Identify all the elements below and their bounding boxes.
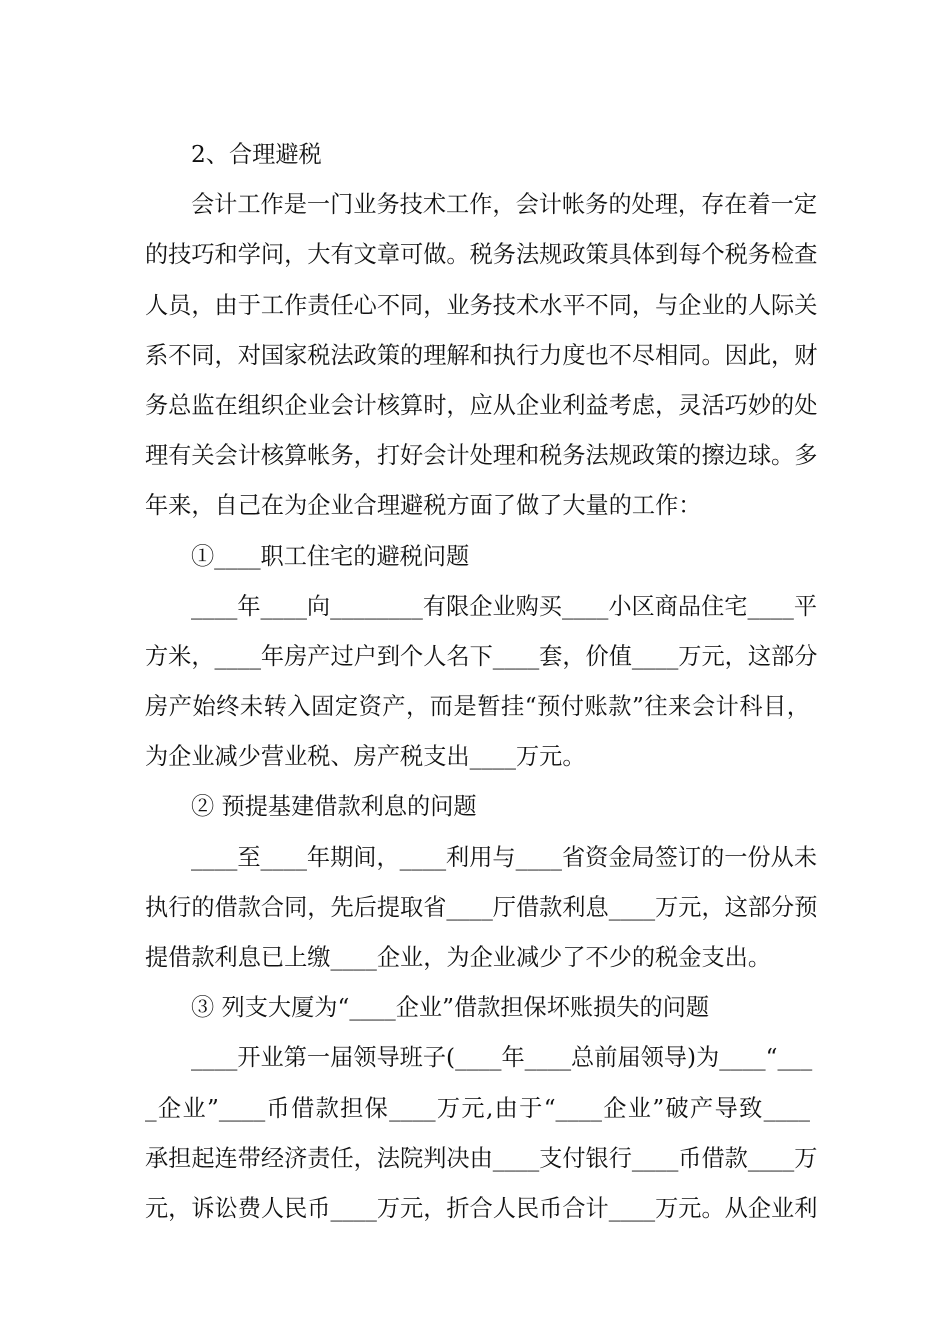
item2-line: ____至____年期间，____利用与____省资金局签订的一份从未 xyxy=(191,843,818,871)
item3-heading: ③ 列支大厦为“____企业”借款担保坏账损失的问题 xyxy=(191,994,710,1022)
item1-line: 为企业减少营业税、房产税支出____万元。 xyxy=(145,743,586,771)
intro-line: 年来，自己在为企业合理避税方面了做了大量的工作： xyxy=(145,492,702,520)
intro-line: 务总监在组织企业会计核算时，应从企业利益考虑，灵活巧妙的处 xyxy=(145,391,818,419)
item2-line: 提借款利息已上缴____企业，为企业减少了不少的税金支出。 xyxy=(145,944,772,971)
item3-line: 承担起连带经济责任，法院判决由____支付银行____币借款____万 xyxy=(145,1144,818,1172)
intro-line: 的技巧和学问，大有文章可做。税务法规政策具体到每个税务检查 xyxy=(145,241,818,269)
item3-line: 元，诉讼费人民币____万元，折合人民币合计____万元。从企业利 xyxy=(145,1194,818,1222)
item1-line: ____年____向________有限企业购买____小区商品住宅____平 xyxy=(191,592,818,620)
intro-line: 理有关会计核算帐务，打好会计处理和税务法规政策的擦边球。多 xyxy=(145,442,818,470)
intro-line: 人员，由于工作责任心不同，业务技术水平不同，与企业的人际关 xyxy=(145,291,818,319)
intro-line: 会计工作是一门业务技术工作，会计帐务的处理，存在着一定 xyxy=(191,191,818,219)
item2-line: 执行的借款合同，先后提取省____厅借款利息____万元，这部分预 xyxy=(145,893,818,921)
item1-heading: ①____职工住宅的避税问题 xyxy=(191,542,470,570)
item3-line: ____开业第一届领导班子(____年____总前届领导)为____“___ xyxy=(191,1044,813,1072)
item3-line: _企业”____币借款担保____万元,由于“____企业”破产导致____ xyxy=(145,1094,810,1122)
item2-heading: ② 预提基建借款利息的问题 xyxy=(191,793,477,821)
intro-line: 系不同，对国家税法政策的理解和执行力度也不尽相同。因此，财 xyxy=(145,341,818,369)
item1-line: 方米，____年房产过户到个人名下____套，价值____万元，这部分 xyxy=(145,642,818,670)
item1-line: 房产始终未转入固定资产，而是暂挂“预付账款”往来会计科目， xyxy=(145,693,810,721)
section-heading: 2、合理避税 xyxy=(191,141,322,168)
document-body xyxy=(145,130,818,1234)
